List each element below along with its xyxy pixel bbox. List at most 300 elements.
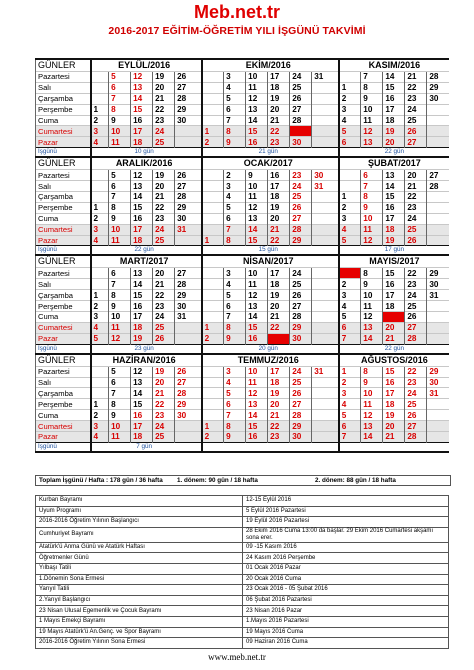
day-row: [36, 170, 450, 181]
day-cell: [91, 93, 109, 104]
day-cell: 20: [153, 181, 175, 192]
day-cell: 17: [268, 72, 290, 83]
day-cell: 2: [202, 137, 224, 148]
day-label: Cuma: [36, 115, 91, 126]
day-cell: 24: [405, 213, 427, 224]
day-row: [36, 235, 450, 246]
day-cell: 1: [339, 82, 361, 93]
day-cell: 28: [290, 312, 312, 323]
day-cell: 5: [91, 333, 109, 344]
month-title: ŞUBAT/2017: [339, 157, 449, 170]
event-date: 23 Nisan 2016 Pazar: [243, 606, 449, 617]
day-cell: 31: [427, 290, 449, 301]
day-cell: 24: [405, 388, 427, 399]
calendar-title: 2016-2017 EĞİTİM-ÖĞRETİM YILI İŞGÜNÜ TAKVİMİ: [108, 25, 366, 37]
day-cell: 5: [109, 72, 131, 83]
day-cell: 25: [153, 137, 175, 148]
day-cell: [312, 93, 334, 104]
day-cell: 11: [361, 115, 383, 126]
day-cell: 10: [361, 290, 383, 301]
day-cell: 25: [290, 82, 312, 93]
event-row: [36, 616, 449, 627]
day-cell: 20: [383, 137, 405, 148]
day-cell: 27: [427, 170, 449, 181]
day-cell: 22: [405, 268, 427, 279]
day-cell: [312, 377, 334, 388]
day-label: Cuma: [36, 213, 91, 224]
day-cell: 12: [361, 235, 383, 246]
day-cell: [312, 399, 334, 410]
day-cell: 14: [361, 333, 383, 344]
day-cell: [427, 410, 449, 421]
event-date: 1.Mayıs 2016 Pazartesi: [243, 616, 449, 627]
day-cell: [312, 388, 334, 399]
day-cell: 8: [224, 235, 246, 246]
day-cell: 3: [224, 181, 246, 192]
day-cell: [427, 301, 449, 312]
day-label: Pazar: [36, 333, 91, 344]
day-cell: [427, 115, 449, 126]
day-cell: [427, 399, 449, 410]
day-cell: [427, 333, 449, 344]
footer-url: www.meb.net.tr: [208, 652, 266, 662]
day-row: [36, 213, 450, 224]
day-cell: 23: [290, 170, 312, 181]
day-cell: [202, 366, 224, 377]
day-cell: 12: [361, 410, 383, 421]
workday-row: [36, 246, 450, 256]
day-cell: [202, 399, 224, 410]
day-cell: 19: [268, 202, 290, 213]
workday-count: 22 gün: [339, 148, 449, 158]
day-cell: 6: [339, 421, 361, 432]
day-cell: 18: [268, 377, 290, 388]
day-cell: 26: [405, 410, 427, 421]
day-cell: 27: [175, 377, 197, 388]
day-cell: 26: [290, 290, 312, 301]
day-cell: 28: [175, 388, 197, 399]
day-cell: 10: [246, 268, 268, 279]
day-cell: 3: [91, 421, 109, 432]
workday-count: 23 gün: [91, 344, 197, 354]
day-cell: 17: [131, 312, 153, 323]
day-label: Cumartesi: [36, 126, 91, 137]
day-cell: 19: [153, 72, 175, 83]
day-cell: [175, 322, 197, 333]
day-cell: [312, 235, 334, 246]
day-cell: 11: [361, 399, 383, 410]
day-cell: [312, 202, 334, 213]
day-cell: [427, 202, 449, 213]
day-label: Çarşamba: [36, 290, 91, 301]
day-cell: [91, 170, 109, 181]
day-cell: 21: [268, 410, 290, 421]
day-cell: 30: [175, 410, 197, 421]
day-cell: 21: [268, 312, 290, 323]
day-cell: 18: [383, 115, 405, 126]
day-cell: 7: [339, 333, 361, 344]
day-row: [36, 202, 450, 213]
day-cell: 11: [109, 137, 131, 148]
workday-count: 22 gün: [339, 344, 449, 354]
day-cell: 15: [131, 104, 153, 115]
day-cell: 3: [91, 224, 109, 235]
day-cell: 7: [109, 388, 131, 399]
isgunu-label: İşgünü: [36, 148, 91, 158]
day-cell: 5: [109, 170, 131, 181]
day-row: [36, 192, 450, 203]
day-cell: 2: [339, 93, 361, 104]
day-cell: 23: [268, 137, 290, 148]
quarter-header: [36, 59, 450, 72]
day-row: [36, 399, 450, 410]
day-row: [36, 82, 450, 93]
summary-bar: [35, 475, 451, 486]
day-cell: 29: [175, 290, 197, 301]
day-cell: 30: [427, 377, 449, 388]
event-row: [36, 585, 449, 596]
day-cell: [427, 104, 449, 115]
day-cell: 12: [246, 202, 268, 213]
month-title: TEMMUZ/2016: [202, 354, 334, 367]
day-cell: 28: [427, 181, 449, 192]
day-cell: [202, 279, 224, 290]
day-cell: 6: [224, 301, 246, 312]
day-cell: 14: [246, 115, 268, 126]
day-cell: 12: [131, 366, 153, 377]
quarter-header: [36, 157, 450, 170]
day-cell: 19: [268, 388, 290, 399]
workday-count: [339, 442, 449, 452]
day-cell: 6: [109, 268, 131, 279]
day-cell: 9: [224, 432, 246, 443]
day-cell: 26: [290, 388, 312, 399]
event-date: 06 Şubat 2016 Pazartesi: [243, 595, 449, 606]
day-cell: 13: [131, 377, 153, 388]
event-row: [36, 627, 449, 638]
day-cell: 25: [290, 377, 312, 388]
event-name: Kurban Bayramı: [36, 496, 243, 507]
day-cell: 1: [339, 268, 361, 279]
day-cell: 18: [131, 137, 153, 148]
day-cell: 30: [175, 213, 197, 224]
event-row: [36, 506, 449, 517]
day-cell: 5: [339, 410, 361, 421]
day-cell: 25: [405, 115, 427, 126]
day-row: [36, 366, 450, 377]
day-row: [36, 115, 450, 126]
day-cell: 15: [131, 399, 153, 410]
day-cell: 27: [175, 82, 197, 93]
day-cell: 23: [405, 93, 427, 104]
day-cell: 6: [361, 170, 383, 181]
day-label: Pazar: [36, 137, 91, 148]
day-cell: [202, 93, 224, 104]
day-cell: 26: [405, 126, 427, 137]
day-cell: 2: [91, 301, 109, 312]
day-row: [36, 301, 450, 312]
day-row: [36, 126, 450, 137]
isgunu-label: İşgünü: [36, 344, 91, 354]
day-cell: 16: [131, 115, 153, 126]
day-cell: 14: [131, 388, 153, 399]
day-cell: 7: [361, 181, 383, 192]
month-title: MART/2017: [91, 255, 197, 268]
day-cell: 1: [339, 192, 361, 203]
day-cell: 1: [339, 366, 361, 377]
month-title: HAZİRAN/2016: [91, 354, 197, 367]
day-cell: 17: [131, 421, 153, 432]
day-cell: 18: [383, 399, 405, 410]
day-cell: 12: [246, 93, 268, 104]
day-cell: 18: [383, 301, 405, 312]
day-cell: [175, 235, 197, 246]
day-cell: 6: [109, 377, 131, 388]
day-cell: 19: [131, 333, 153, 344]
day-cell: 11: [246, 192, 268, 203]
event-name: Yılbaşı Tatili: [36, 563, 243, 574]
day-row: [36, 388, 450, 399]
day-cell: [312, 192, 334, 203]
event-name: 2.Yarıyıl Başlangıcı: [36, 595, 243, 606]
event-date: 20 Ocak 2016 Cuma: [243, 574, 449, 585]
day-row: [36, 432, 450, 443]
day-cell: 7: [109, 192, 131, 203]
day-cell: [202, 290, 224, 301]
day-label: Salı: [36, 82, 91, 93]
day-cell: 13: [383, 170, 405, 181]
day-cell: 17: [268, 268, 290, 279]
event-date: 28 Ekim 2016 Cuma 13:00 da başlar. 29 Ekim 2016 Cumartesi akşamı sona erer.: [243, 527, 449, 542]
day-cell: 16: [131, 301, 153, 312]
day-cell: 21: [268, 224, 290, 235]
day-cell: 21: [268, 115, 290, 126]
day-cell: 26: [175, 72, 197, 83]
day-row: [36, 322, 450, 333]
day-cell: 25: [153, 432, 175, 443]
day-cell: 13: [131, 268, 153, 279]
day-cell: 31: [312, 366, 334, 377]
day-cell: 6: [109, 181, 131, 192]
day-cell: 18: [383, 224, 405, 235]
day-cell: 18: [131, 235, 153, 246]
day-cell: [202, 104, 224, 115]
day-row: [36, 312, 450, 323]
day-cell: 27: [175, 181, 197, 192]
day-cell: 25: [405, 301, 427, 312]
event-date: 09 Haziran 2016 Cuma: [243, 638, 449, 649]
day-cell: 16: [246, 137, 268, 148]
day-cell: 2: [91, 213, 109, 224]
day-cell: 15: [383, 366, 405, 377]
day-cell: 20: [383, 421, 405, 432]
day-cell: 30: [290, 333, 312, 344]
day-cell: 4: [91, 432, 109, 443]
event-row: [36, 595, 449, 606]
day-cell: 23: [153, 213, 175, 224]
day-cell: [312, 213, 334, 224]
day-cell: [91, 279, 109, 290]
day-cell: [339, 181, 361, 192]
day-cell: 10: [246, 181, 268, 192]
day-cell: 22: [153, 104, 175, 115]
day-row: [36, 421, 450, 432]
month-title: OCAK/2017: [202, 157, 334, 170]
day-cell: 26: [290, 93, 312, 104]
day-cell: [202, 410, 224, 421]
day-cell: 20: [405, 170, 427, 181]
day-row: [36, 268, 450, 279]
day-cell: 24: [290, 268, 312, 279]
day-cell: 14: [131, 279, 153, 290]
workday-count: [202, 442, 334, 452]
day-cell: 18: [131, 322, 153, 333]
workday-count: 10 gün: [91, 148, 197, 158]
day-cell: 8: [224, 126, 246, 137]
day-cell: 3: [339, 388, 361, 399]
day-cell: 25: [153, 322, 175, 333]
day-cell: 24: [153, 126, 175, 137]
day-cell: 5: [224, 93, 246, 104]
day-cell: 3: [91, 312, 109, 323]
day-cell: 21: [383, 432, 405, 443]
day-cell: [312, 224, 334, 235]
day-cell: [427, 137, 449, 148]
day-cell: 20: [268, 104, 290, 115]
day-row: [36, 181, 450, 192]
day-cell: [202, 181, 224, 192]
day-cell: 29: [175, 399, 197, 410]
day-cell: 23: [268, 333, 290, 344]
day-cell: 28: [290, 224, 312, 235]
day-cell: 2: [91, 115, 109, 126]
day-cell: 2: [339, 202, 361, 213]
day-cell: 11: [109, 432, 131, 443]
day-cell: [175, 126, 197, 137]
day-cell: 4: [224, 192, 246, 203]
day-cell: 12: [131, 72, 153, 83]
day-cell: [339, 72, 361, 83]
day-cell: [312, 410, 334, 421]
day-cell: [91, 268, 109, 279]
day-label: Pazartesi: [36, 268, 91, 279]
day-row: [36, 137, 450, 148]
day-cell: 11: [246, 82, 268, 93]
day-cell: [312, 333, 334, 344]
day-cell: 6: [339, 137, 361, 148]
day-cell: 9: [109, 301, 131, 312]
day-cell: 1: [91, 202, 109, 213]
day-cell: 9: [224, 137, 246, 148]
day-cell: 27: [290, 213, 312, 224]
day-row: [36, 377, 450, 388]
day-cell: 26: [405, 235, 427, 246]
calendar-grid: [35, 58, 449, 453]
day-cell: 5: [109, 366, 131, 377]
day-cell: 26: [405, 312, 427, 323]
day-cell: 24: [290, 181, 312, 192]
day-cell: 22: [153, 202, 175, 213]
day-cell: 18: [268, 82, 290, 93]
day-cell: [427, 312, 449, 323]
day-cell: 29: [290, 421, 312, 432]
event-row: [36, 606, 449, 617]
day-cell: [202, 213, 224, 224]
day-cell: 20: [383, 322, 405, 333]
day-cell: 27: [290, 104, 312, 115]
day-cell: 12: [131, 170, 153, 181]
day-cell: 12: [361, 126, 383, 137]
day-cell: [175, 432, 197, 443]
day-cell: 30: [427, 279, 449, 290]
day-cell: 17: [383, 104, 405, 115]
day-cell: 9: [361, 93, 383, 104]
day-cell: [202, 170, 224, 181]
day-cell: 22: [268, 322, 290, 333]
day-cell: 15: [383, 268, 405, 279]
day-label: Çarşamba: [36, 388, 91, 399]
day-cell: [427, 421, 449, 432]
day-cell: 14: [246, 312, 268, 323]
event-row: [36, 517, 449, 528]
day-cell: 9: [361, 279, 383, 290]
day-cell: 16: [246, 432, 268, 443]
event-row: [36, 496, 449, 507]
day-cell: 31: [312, 72, 334, 83]
day-cell: 8: [109, 399, 131, 410]
day-cell: 14: [361, 432, 383, 443]
day-cell: 24: [405, 290, 427, 301]
day-cell: 10: [109, 421, 131, 432]
day-cell: 19: [268, 93, 290, 104]
day-cell: 26: [153, 333, 175, 344]
day-cell: 8: [109, 290, 131, 301]
day-label: Cumartesi: [36, 421, 91, 432]
day-cell: 16: [383, 93, 405, 104]
day-cell: [202, 115, 224, 126]
day-cell: 5: [224, 290, 246, 301]
day-cell: [427, 322, 449, 333]
day-cell: 29: [427, 82, 449, 93]
day-cell: 29: [175, 104, 197, 115]
event-date: 5 Eylül 2016 Pazartesi: [243, 506, 449, 517]
day-cell: 23: [405, 202, 427, 213]
day-cell: 23: [153, 410, 175, 421]
day-row: [36, 290, 450, 301]
day-cell: 4: [224, 377, 246, 388]
day-cell: [175, 137, 197, 148]
day-cell: 29: [290, 322, 312, 333]
day-cell: 6: [224, 104, 246, 115]
day-cell: 7: [224, 312, 246, 323]
day-cell: 3: [91, 126, 109, 137]
day-cell: 27: [290, 399, 312, 410]
event-row: [36, 574, 449, 585]
day-cell: 7: [339, 432, 361, 443]
day-cell: [312, 279, 334, 290]
day-cell: 4: [91, 322, 109, 333]
day-cell: 31: [312, 181, 334, 192]
day-cell: 16: [383, 202, 405, 213]
isgunu-label: İşgünü: [36, 442, 91, 452]
day-cell: [91, 388, 109, 399]
day-cell: 13: [361, 322, 383, 333]
event-date: 19 Eylül 2016 Pazartesi: [243, 517, 449, 528]
day-cell: 8: [361, 366, 383, 377]
day-cell: 26: [175, 366, 197, 377]
day-label: Perşembe: [36, 301, 91, 312]
day-cell: 22: [153, 290, 175, 301]
